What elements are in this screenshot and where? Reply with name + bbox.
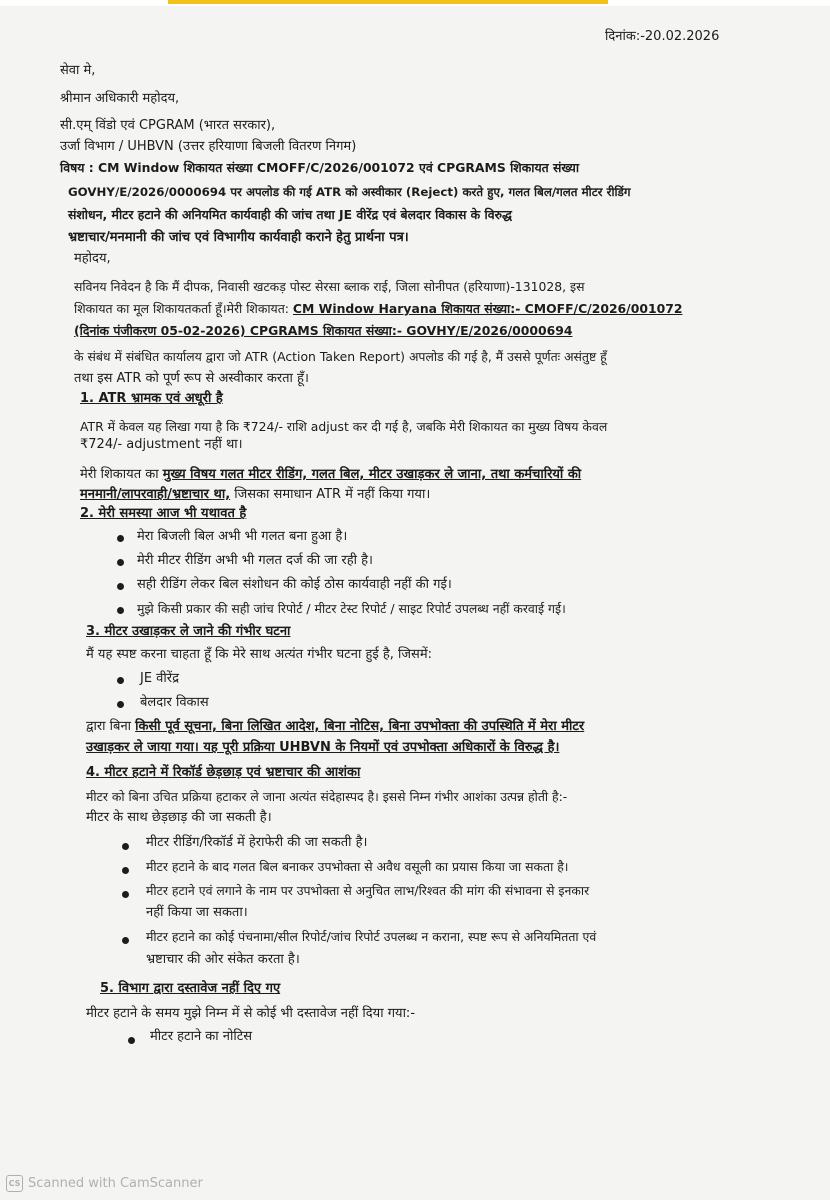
paragraph-text: द्वारा बिना [86, 719, 136, 734]
bullet-icon [117, 583, 124, 590]
bullet-icon [117, 701, 124, 708]
list-item: मीटर हटाने एवं लगाने के नाम पर उपभोक्ता से अनुचित लाभ/रिश्वत की मांग की संभावना से इनकार [146, 883, 590, 898]
section-heading: 4. मीटर हटाने में रिकॉर्ड छेड़छाड़ एवं भ्रष्टाचार की आशंका [86, 765, 361, 780]
bullet-icon [117, 677, 124, 684]
section-heading: 5. विभाग द्वारा दस्तावेज नहीं दिए गए [100, 981, 281, 996]
address-line: उर्जा विभाग / UHBVN (उत्तर हरियाणा बिजली वितरण निगम) [60, 139, 357, 154]
watermark-text: Scanned with CamScanner [28, 1176, 203, 1191]
list-item: बेलदार विकास [140, 695, 209, 710]
emphasis-text: मनमानी/लापरवाही/भ्रष्टाचार था, [80, 487, 231, 502]
list-item-continuation: भ्रष्टाचार की ओर संकेत करता है। [146, 952, 300, 967]
camscanner-icon: CS [6, 1175, 23, 1192]
address-line: श्रीमान अधिकारी महोदय, [60, 91, 180, 106]
paragraph-line [80, 466, 581, 484]
bullet-icon [122, 937, 129, 944]
list-item: सही रीडिंग लेकर बिल संशोधन की कोई ठोस कार्यवाही नहीं की गई। [137, 577, 452, 592]
intro-line: तथा इस ATR को पूर्ण रूप से अस्वीकार करता हूँ। [74, 371, 309, 386]
bullet-icon [122, 891, 129, 898]
subject-line: विषय : CM Window शिकायत संख्या CMOFF/C/2026/001072 एवं CPGRAMS शिकायत संख्या [60, 160, 580, 175]
paragraph-line: मीटर हटाने के समय मुझे निम्न में से कोई भी दस्तावेज नहीं दिया गया:- [86, 1006, 416, 1021]
list-item: मीटर रीडिंग/रिकॉर्ड में हेराफेरी की जा सकती है। [146, 835, 368, 850]
list-item-continuation: नहीं किया जा सकता। [146, 905, 248, 920]
paragraph-line: मीटर के साथ छेड़छाड़ की जा सकती है। [86, 810, 272, 825]
complaint-reference: CM Window Haryana शिकायत संख्या:- CMOFF/C/2026/001072 [292, 301, 683, 316]
address-line: सेवा मे, [60, 63, 96, 78]
section-heading: 2. मेरी समस्या आज भी यथावत है [80, 506, 247, 521]
list-item: JE वीरेंद्र [140, 671, 179, 686]
subject-line: संशोधन, मीटर हटाने की अनियमित कार्यवाही की जांच तथा JE वीरेंद्र एवं बेलदार विकास के विरुद्ध [68, 207, 512, 222]
scanner-watermark [6, 1175, 203, 1192]
list-item: मीटर हटाने के बाद गलत बिल बनाकर उपभोक्ता से अवैध वसूली का प्रयास किया जा सकता है। [146, 859, 569, 874]
paragraph-text: मेरी शिकायत का [80, 467, 163, 482]
paragraph-line: मैं यह स्पष्ट करना चाहता हूँ कि मेरे साथ अत्यंत गंभीर घटना हुई है, जिसमें: [86, 647, 432, 662]
paragraph-line: ₹724/- adjustment नहीं था। [80, 437, 243, 452]
paragraph-line [86, 718, 584, 736]
list-item: मेरा बिजली बिल अभी भी गलत बना हुआ है। [137, 529, 348, 544]
emphasis-text: उखाड़कर ले जाया गया। यह पूरी प्रक्रिया UHBVN के नियमों एवं उपभोक्ता अधिकारों के विरुद्ध है। [86, 740, 560, 755]
paragraph-line: ATR में केवल यह लिखा गया है कि ₹724/- राशि adjust कर दी गई है, जबकि मेरी शिकायत का मुख्य विषय केवल [80, 419, 608, 434]
intro-text: शिकायत का मूल शिकायतकर्ता हूँ।मेरी शिकायत: [74, 301, 293, 316]
list-item: मेरी मीटर रीडिंग अभी भी गलत दर्ज की जा रही है। [137, 553, 373, 568]
bullet-icon [122, 843, 129, 850]
bullet-icon [117, 607, 124, 614]
emphasis-text: किसी पूर्व सूचना, बिना लिखित आदेश, बिना नोटिस, बिना उपभोक्ता की उपस्थिति में मेरा मीटर [135, 719, 585, 734]
intro-line: सविनय निवेदन है कि मैं दीपक, निवासी खटकड़ पोस्ट सेरसा ब्लाक राई, जिला सोनीपत (हरियाणा)-131028, इस [74, 279, 585, 294]
salutation: महोदय, [74, 251, 111, 266]
paragraph-text: जिसका समाधान ATR में नहीं किया गया। [230, 487, 431, 502]
bullet-icon [117, 535, 124, 542]
intro-line [74, 300, 682, 318]
subject-line: भ्रष्टाचार/मनमानी की जांच एवं विभागीय कार्यवाही कराने हेतु प्रार्थना पत्र। [68, 230, 409, 245]
emphasis-text: मुख्य विषय गलत मीटर रीडिंग, गलत बिल, मीटर उखाड़कर ले जाना, तथा कर्मचारियों की [162, 467, 582, 482]
list-item: मीटर हटाने का कोई पंचनामा/सील रिपोर्ट/जांच रिपोर्ट उपलब्ध न कराना, स्पष्ट रूप से अनियमितता एवं [146, 929, 597, 944]
list-item: मीटर हटाने का नोटिस [150, 1029, 253, 1044]
section-heading: 3. मीटर उखाड़कर ले जाने की गंभीर घटना [86, 624, 291, 639]
intro-line: के संबंध में संबंधित कार्यालय द्वारा जो ATR (Action Taken Report) अपलोड की गई है, मैं उससे पूर्णतः असंतुष्ट हूँ [74, 349, 607, 364]
date-line: दिनांक:-20.02.2026 [605, 29, 720, 44]
bullet-icon [122, 867, 129, 874]
complaint-reference: (दिनांक पंजीकरण 05-02-2026) CPGRAMS शिकायत संख्या:- GOVHY/E/2026/0000694 [74, 323, 573, 338]
list-item: मुझे किसी प्रकार की सही जांच रिपोर्ट / मीटर टेस्ट रिपोर्ट / साइट रिपोर्ट उपलब्ध नहीं करवाई गई। [137, 601, 566, 616]
subject-line: GOVHY/E/2026/0000694 पर अपलोड की गई ATR को अस्वीकार (Reject) करते हुए, गलत बिल/गलत मीटर रीडिंग [68, 185, 631, 199]
section-heading: 1. ATR भ्रामक एवं अधूरी है [80, 391, 223, 406]
bullet-icon [117, 559, 124, 566]
paragraph-line: मीटर को बिना उचित प्रक्रिया हटाकर ले जाना अत्यंत संदेहास्पद है। इससे निम्न गंभीर आशंका उत्पन्न होती है:- [86, 789, 568, 804]
bullet-icon [128, 1037, 135, 1044]
address-line: सी.एम् विंडो एवं CPGRAM (भारत सरकार), [60, 118, 276, 133]
paragraph-line [80, 486, 430, 504]
